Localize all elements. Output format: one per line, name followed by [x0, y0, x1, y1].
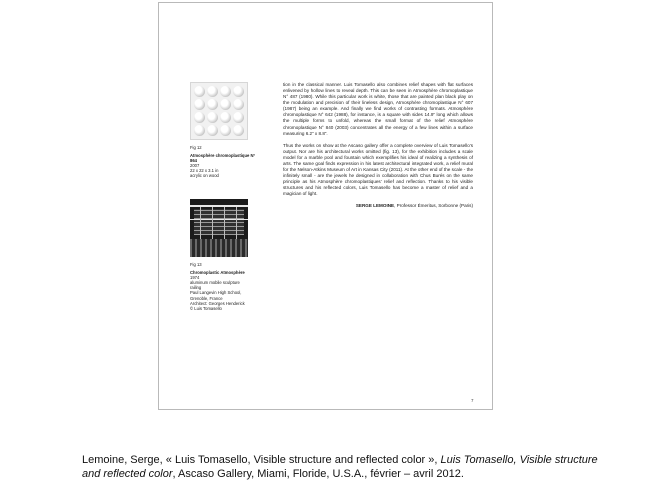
figure-13-title: Chromoplastic Atmosphère	[190, 270, 245, 276]
document-page	[158, 2, 493, 410]
author-title: , Professor Émeritus, Sorbonne (Paris)	[394, 203, 473, 209]
figure-12-line: 2007	[190, 163, 200, 169]
figure-13-number: Fig 13	[190, 262, 202, 267]
figure-13-line: © Luis Tomasello	[190, 305, 222, 311]
figure-12-line: acrylic on wood	[190, 173, 219, 179]
figure-13-line: railing	[190, 285, 202, 291]
author-signature	[283, 203, 473, 209]
citation-text-1: Lemoine, Serge, « Luis Tomasello, Visible structure and reflected color »,	[82, 454, 441, 466]
figure-12-line: 22 x 22 x 3.1 in	[190, 168, 219, 174]
citation	[82, 453, 602, 481]
citation-italic-title: Luis Tomasello, Visible structure and reflected color	[82, 454, 598, 480]
figure-13-image	[190, 199, 248, 257]
figure-12-title: Atmosphère chromoplastique N° 864	[190, 153, 256, 164]
page-number: 7	[471, 398, 474, 403]
figure-13-line: Grenoble, France	[190, 295, 223, 301]
figure-13-line: aluminum mobile sculpture	[190, 280, 240, 286]
body-paragraph-2: Thus the works on show at the Ascaso gallery offer a complete overview of Luis Tomasello’s output. Nor are his architectural works omitted (fig. 13), for the exhibition includes a scale model for a marble pool and fountain which exemplifies his ideal of realizing a synthesis of arts. The same goal finds expression in his latest architectural integrated work, a relief mural for the Nelson-Atkins Museum of Art in Kansas City (2011). At the other end of the scale - the infinitely small - are the jewels he designed in collaboration with Chus Burés on the same principle as his Atmosphère chromoplastiques’ relief and reflection. Thanks to his visible structures and his reflected colors, Luis Tomasello has become a master of relief and a magician of light.	[283, 142, 473, 197]
figure-13-line: Architect: Georges Henderick	[190, 300, 245, 306]
article-body	[283, 82, 473, 209]
figure-12-caption	[190, 145, 260, 179]
figure-13-caption	[190, 262, 260, 311]
figure-13-line: Paul Langevin High School,	[190, 290, 242, 296]
author-name: SERGE LEMOINE	[355, 203, 395, 209]
figure-12-image	[190, 82, 248, 140]
figure-13-line: 1974	[190, 275, 200, 281]
body-paragraph-1: tion in the classical manner. Luis Tomasello also combines relief shapes with flat surfaces enlivened by hollow lines to reveal depth. This can be seen in Atmosphère chromoplastique N° 487 (1980). While this particular work is white, those that are painted plan black play on the modulation and precision of their lineless design, Atmosphère chromoplastique N° 607 (1987) being an example. And finally we find works of contrasting formats. Atmosphère chromoplastique N° 642 (1988), for instance, is a square with sides 14.9” long which allows the multiple forms to unfold, whereas the small format of the relief Atmosphère chromoplastique N° 840 (2003) concentrates all the energy of a few lines within a surface measuring 6.2” x 8.8”.	[283, 82, 473, 136]
figure-12-number: Fig 12	[190, 145, 202, 150]
citation-text-2: , Ascaso Gallery, Miami, Floride, U.S.A., février – avril 2012.	[172, 468, 464, 480]
